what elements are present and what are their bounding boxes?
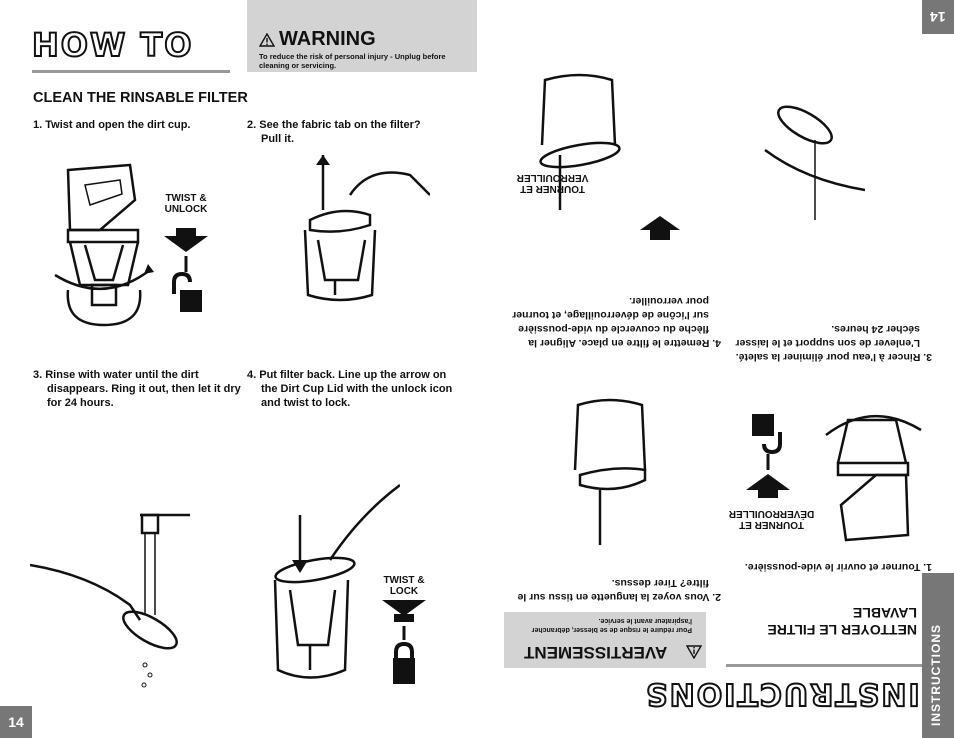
- section-title: CLEAN THE RINSABLE FILTER: [33, 90, 248, 106]
- warning-text: To reduce the risk of personal injury - Unplug before cleaning or servicing.: [259, 52, 446, 70]
- avertissement-text: Pour réduire le risque de se blesser, débrancher l'aspirateur avant le service.: [531, 617, 692, 633]
- fr-dirt-cup-twist-illustration: [816, 395, 926, 545]
- warning-triangle-icon: [259, 33, 275, 47]
- twist-unlock-label: TWIST & UNLOCK: [164, 193, 208, 215]
- step-2: 2. See the fabric tab on the filter? Pull it.: [247, 119, 421, 145]
- page-number-right-text: 14: [930, 9, 946, 25]
- fr-filter-replace-illustration: [525, 70, 680, 250]
- unlock-arrow-icon: [164, 228, 208, 316]
- right-page-heading: INSTRUCTIONS: [644, 676, 920, 711]
- fr-unlock-arrow-icon: [746, 410, 790, 498]
- heading-rule: [32, 70, 230, 73]
- fr-step-2: 2. Vous voyez la languette en tissu sur le filtre? Tirer dessus.: [517, 577, 721, 603]
- warning-title: WARNING: [279, 28, 376, 50]
- lock-arrow-icon: [382, 600, 426, 688]
- step-3: 3. Rinse with water until the dirt disappears. Ring it out, then let it dry for 24 hours.: [33, 369, 241, 409]
- right-section-title: NETTOYER LE FILTRE LAVABLE: [767, 605, 917, 638]
- page-number-left: 14: [0, 706, 32, 738]
- step-4: 4. Put filter back. Line up the arrow on the Dirt Cup Lid with the unlock icon and twist to lock.: [247, 369, 453, 409]
- fr-filter-pull-illustration: [570, 395, 650, 545]
- tourner-deverrouiller-label: TOURNER ET DÉVERROUILLER: [728, 508, 815, 530]
- avertissement-title: AVERTISSEMENT: [524, 643, 668, 662]
- sidebar-label: INSTRUCTIONS: [929, 624, 943, 726]
- avertissement-box: [504, 612, 706, 668]
- filter-pull-illustration: [300, 155, 430, 315]
- dirt-cup-twist-illustration: [50, 160, 160, 335]
- instructions-sidebar-tab: [922, 573, 954, 738]
- tourner-verrouiller-label: TOURNER ET VERROUILLER: [516, 172, 589, 194]
- twist-lock-label: TWIST & LOCK: [383, 575, 425, 597]
- avertissement-triangle-icon: [686, 645, 702, 659]
- right-heading-rule: [726, 664, 922, 667]
- fr-step-4: 4. Remettre le filtre en place. Aligner la flèche du couvercle du vide-poussière sur l'icône de déverrouillage, et tourner pour verrouiller.: [512, 295, 721, 349]
- page-number-right: [922, 0, 954, 34]
- filter-rinse-illustration: [30, 505, 195, 700]
- page-heading: HOW TO: [32, 26, 194, 64]
- fr-filter-rinse-illustration: [720, 65, 865, 250]
- fr-step-3: 3. Rincer à l'eau pour éliminer la saleté. L'enlever de son support et le laisser sécher 24 heures.: [735, 323, 932, 363]
- warning-box: [247, 0, 477, 72]
- fr-step-1: 1. Tourner et ouvrir le vide-poussière.: [744, 561, 932, 573]
- step-1: 1. Twist and open the dirt cup.: [33, 119, 191, 131]
